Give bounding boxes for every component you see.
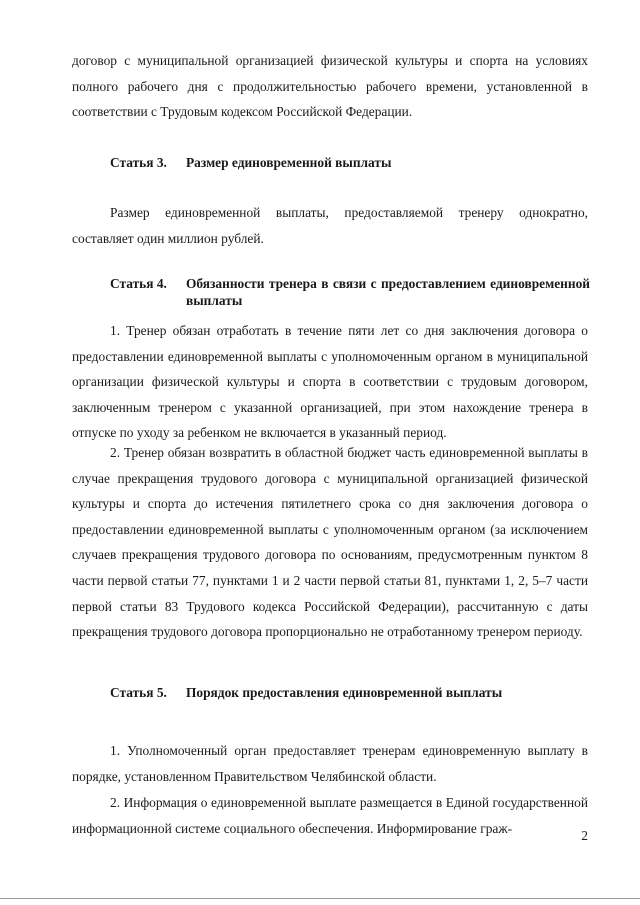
article-5-paragraph-1: 1. Уполномоченный орган предоставляет тренерам единовременную выплату в порядке, установленном Правительством Челябинской области. [72,743,588,784]
page-number: 2 [581,828,588,843]
intro-paragraph: договор с муниципальной организацией физической культуры и спорта на условиях полного рабочего дня с продолжительностью рабочего времени, установленной в соответствии с Трудовым кодексом Российской Федерации. [72,53,588,120]
article-5-paragraph-2: 2. Информация о единовременной выплате размещается в Единой государственной информационной системе социального обеспечения. Информирование граж- [72,795,588,836]
article-4-title: Обязанности тренера в связи с предоставлением единовременной выплаты [186,276,590,308]
article-3-title: Размер единовременной выплаты [186,155,392,170]
article-3-heading [110,154,590,171]
bottom-divider [0,898,640,899]
article-4-heading [110,275,590,309]
article-4-paragraph-1: 1. Тренер обязан отработать в течение пяти лет со дня заключения договора о предоставлении единовременной выплаты с уполномоченным органом в муниципальной организации физической культуры и спорта в соответствии с трудовым договором, заключенным тренером с указанной организацией, при этом нахождение тренера в отпуске по уходу за ребенком не включается в указанный период. [72,323,588,441]
article-4-number: Статья 4. [110,276,167,291]
article-5-number: Статья 5. [110,685,167,700]
article-5-heading [110,684,590,701]
article-3-text: Размер единовременной выплаты, предоставляемой тренеру однократно, составляет один миллион рублей. [72,205,588,246]
article-3-number: Статья 3. [110,155,167,170]
article-4-paragraph-2: 2. Тренер обязан возвратить в областной бюджет часть единовременной выплаты в случае прекращения трудового договора с муниципальной организацией физической культуры и спорта до истечения пятилетнего срока со дня заключения договора о предоставлении единовременной выплаты с уполномоченным органом (за исключением случаев прекращения трудового договора по основаниям, предусмотренным пунктом 8 части первой статьи 77, пунктами 1 и 2 части первой статьи 81, пунктами 1, 2, 5–7 части первой статьи 83 Трудового кодекса Российской Федерации), рассчитанную с даты прекращения трудового договора пропорционально не отработанному тренером периоду. [72,445,588,640]
article-5-title: Порядок предоставления единовременной выплаты [186,685,503,700]
